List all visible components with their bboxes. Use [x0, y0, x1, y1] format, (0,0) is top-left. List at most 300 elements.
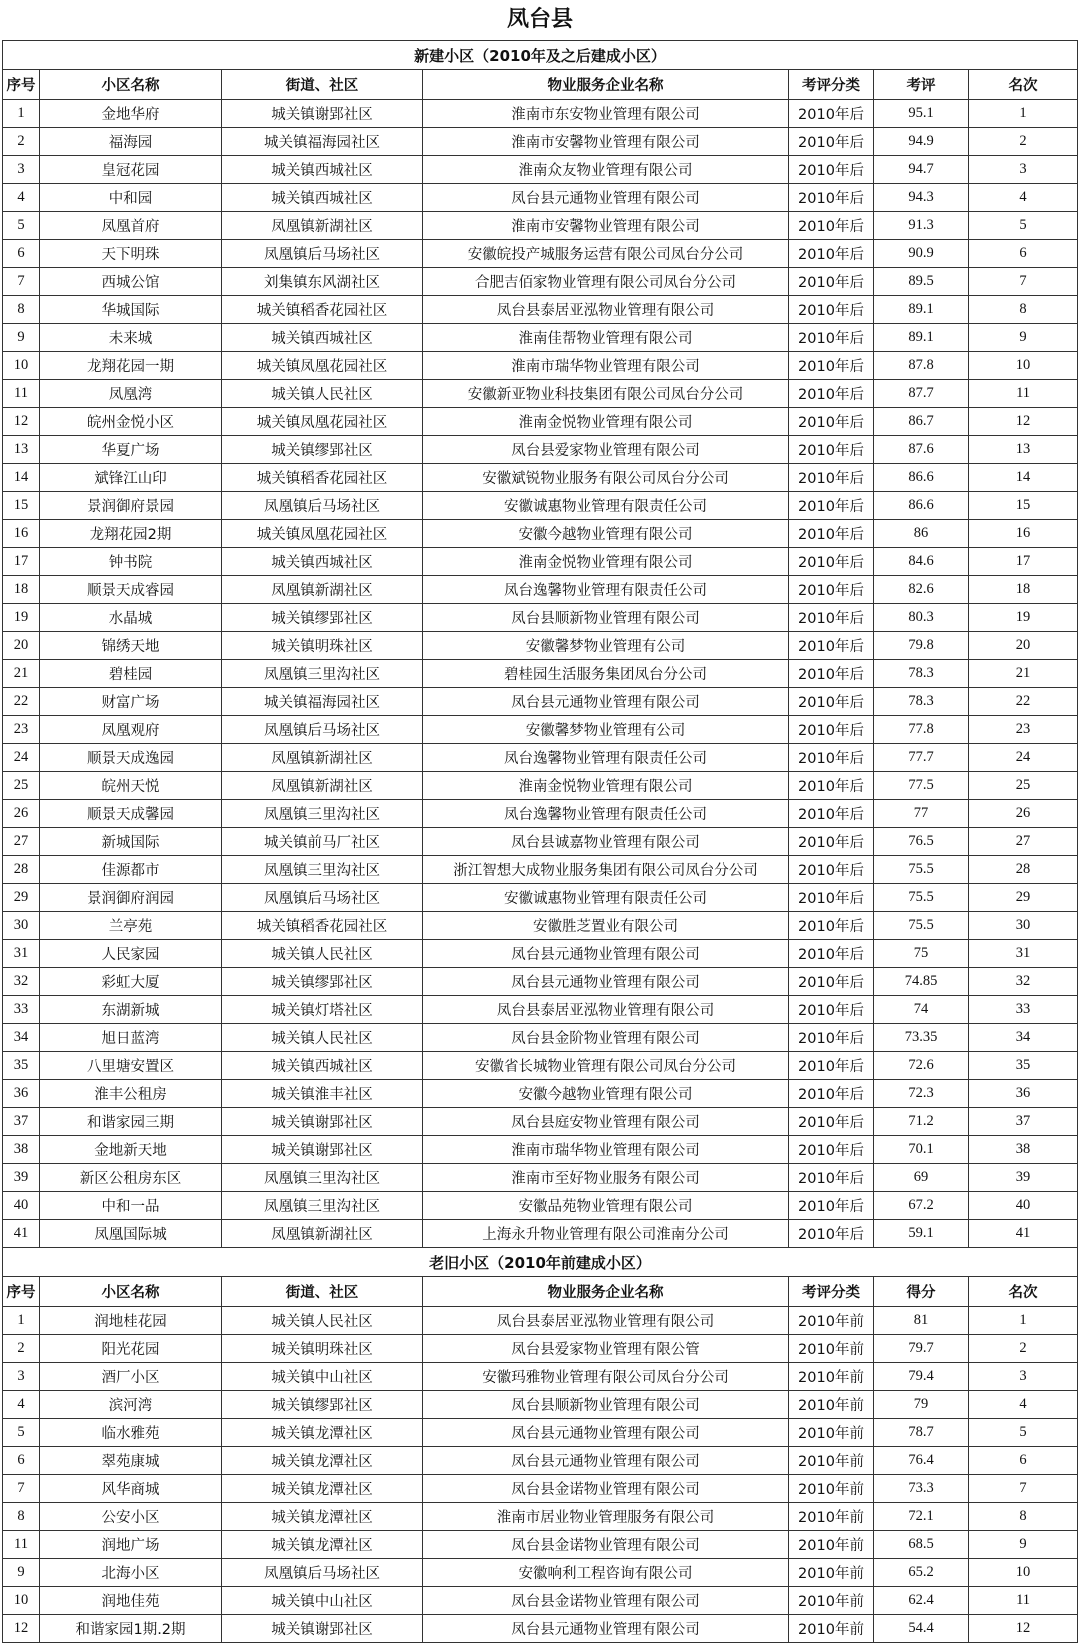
cell-index: 12 [3, 1615, 40, 1643]
cell-company-name: 凤台逸馨物业管理有限责任公司 [423, 576, 789, 604]
cell-company-name: 淮南金悦物业管理有限公司 [423, 548, 789, 576]
cell-rank: 4 [969, 184, 1078, 212]
cell-score: 87.6 [874, 436, 969, 464]
cell-rank: 8 [969, 296, 1078, 324]
cell-score: 59.1 [874, 1220, 969, 1248]
cell-rank: 31 [969, 940, 1078, 968]
cell-company-name: 凤台逸馨物业管理有限责任公司 [423, 744, 789, 772]
table-row [3, 1447, 1078, 1475]
cell-category: 2010年后 [789, 464, 874, 492]
cell-street-community: 城关镇灯塔社区 [222, 996, 423, 1024]
table-row [3, 1587, 1078, 1615]
cell-index: 37 [3, 1108, 40, 1136]
column-header: 名次 [969, 70, 1078, 100]
cell-company-name: 凤台县金诺物业管理有限公司 [423, 1531, 789, 1559]
cell-community-name: 佳源都市 [40, 856, 222, 884]
cell-category: 2010年后 [789, 436, 874, 464]
cell-rank: 15 [969, 492, 1078, 520]
table-row [3, 576, 1078, 604]
table-row [3, 604, 1078, 632]
table-row [3, 912, 1078, 940]
cell-community-name: 润地桂花园 [40, 1307, 222, 1335]
cell-rank: 3 [969, 156, 1078, 184]
cell-index: 4 [3, 1391, 40, 1419]
cell-rank: 9 [969, 1531, 1078, 1559]
table-row [3, 772, 1078, 800]
section-title-row [3, 41, 1078, 70]
cell-company-name: 淮南佳帮物业管理有限公司 [423, 324, 789, 352]
table-row [3, 240, 1078, 268]
cell-community-name: 中和园 [40, 184, 222, 212]
cell-street-community: 凤凰镇后马场社区 [222, 492, 423, 520]
table-row [3, 1363, 1078, 1391]
cell-street-community: 凤凰镇三里沟社区 [222, 856, 423, 884]
column-header: 小区名称 [40, 70, 222, 100]
cell-score: 74 [874, 996, 969, 1024]
table-row [3, 380, 1078, 408]
cell-category: 2010年后 [789, 940, 874, 968]
cell-index: 7 [3, 1475, 40, 1503]
cell-category: 2010年前 [789, 1307, 874, 1335]
cell-score: 84.6 [874, 548, 969, 576]
cell-rank: 10 [969, 1559, 1078, 1587]
cell-rank: 36 [969, 1080, 1078, 1108]
cell-community-name: 福海园 [40, 128, 222, 156]
cell-score: 73.3 [874, 1475, 969, 1503]
cell-street-community: 城关镇稻香花园社区 [222, 296, 423, 324]
cell-rank: 11 [969, 1587, 1078, 1615]
cell-score: 68.5 [874, 1531, 969, 1559]
cell-community-name: 翠苑康城 [40, 1447, 222, 1475]
cell-company-name: 淮南市瑞华物业管理有限公司 [423, 1136, 789, 1164]
cell-company-name: 凤台县元通物业管理有限公司 [423, 940, 789, 968]
column-header: 考评分类 [789, 70, 874, 100]
cell-index: 3 [3, 156, 40, 184]
cell-street-community: 凤凰镇后马场社区 [222, 716, 423, 744]
cell-community-name: 中和一品 [40, 1192, 222, 1220]
cell-street-community: 城关镇西城社区 [222, 548, 423, 576]
cell-rank: 38 [969, 1136, 1078, 1164]
cell-company-name: 凤台县诚嘉物业管理有限公司 [423, 828, 789, 856]
cell-score: 75 [874, 940, 969, 968]
cell-score: 81 [874, 1307, 969, 1335]
cell-score: 91.3 [874, 212, 969, 240]
cell-rank: 6 [969, 1447, 1078, 1475]
cell-community-name: 润地佳苑 [40, 1587, 222, 1615]
cell-company-name: 浙江智想大成物业服务集团有限公司凤台分公司 [423, 856, 789, 884]
cell-company-name: 凤台县元通物业管理有限公司 [423, 1447, 789, 1475]
cell-street-community: 凤凰镇三里沟社区 [222, 660, 423, 688]
cell-street-community: 城关镇中山社区 [222, 1587, 423, 1615]
cell-index: 34 [3, 1024, 40, 1052]
cell-street-community: 城关镇明珠社区 [222, 1335, 423, 1363]
cell-street-community: 城关镇人民社区 [222, 1024, 423, 1052]
table-row [3, 1503, 1078, 1531]
cell-category: 2010年前 [789, 1363, 874, 1391]
cell-score: 95.1 [874, 100, 969, 128]
cell-community-name: 新区公租房东区 [40, 1164, 222, 1192]
column-header: 得分 [874, 1277, 969, 1307]
cell-index: 10 [3, 1587, 40, 1615]
ranking-table [2, 40, 1078, 1643]
cell-index: 4 [3, 184, 40, 212]
cell-street-community: 城关镇西城社区 [222, 1052, 423, 1080]
cell-category: 2010年后 [789, 548, 874, 576]
cell-category: 2010年前 [789, 1559, 874, 1587]
table-row [3, 100, 1078, 128]
cell-company-name: 安徽今越物业管理有限公司 [423, 520, 789, 548]
cell-index: 13 [3, 436, 40, 464]
cell-category: 2010年后 [789, 688, 874, 716]
cell-category: 2010年后 [789, 912, 874, 940]
cell-company-name: 淮南市居业物业管理服务有限公司 [423, 1503, 789, 1531]
cell-company-name: 淮南众友物业管理有限公司 [423, 156, 789, 184]
cell-community-name: 皖州金悦小区 [40, 408, 222, 436]
cell-index: 39 [3, 1164, 40, 1192]
cell-street-community: 城关镇龙潭社区 [222, 1475, 423, 1503]
cell-rank: 3 [969, 1363, 1078, 1391]
table-row [3, 940, 1078, 968]
cell-company-name: 淮南市瑞华物业管理有限公司 [423, 352, 789, 380]
cell-index: 5 [3, 212, 40, 240]
table-row [3, 996, 1078, 1024]
cell-score: 89.5 [874, 268, 969, 296]
cell-rank: 11 [969, 380, 1078, 408]
header-row [3, 1277, 1078, 1307]
cell-rank: 1 [969, 100, 1078, 128]
cell-index: 15 [3, 492, 40, 520]
cell-index: 5 [3, 1419, 40, 1447]
cell-category: 2010年后 [789, 268, 874, 296]
cell-category: 2010年后 [789, 492, 874, 520]
cell-rank: 12 [969, 408, 1078, 436]
table-row [3, 268, 1078, 296]
cell-company-name: 凤台逸馨物业管理有限责任公司 [423, 800, 789, 828]
cell-company-name: 凤台县元通物业管理有限公司 [423, 1615, 789, 1643]
cell-rank: 39 [969, 1164, 1078, 1192]
cell-street-community: 城关镇西城社区 [222, 184, 423, 212]
cell-community-name: 东湖新城 [40, 996, 222, 1024]
section-title-row [3, 1248, 1078, 1277]
cell-index: 12 [3, 408, 40, 436]
cell-rank: 18 [969, 576, 1078, 604]
cell-rank: 27 [969, 828, 1078, 856]
cell-category: 2010年前 [789, 1503, 874, 1531]
column-header: 考评 [874, 70, 969, 100]
cell-score: 94.9 [874, 128, 969, 156]
cell-street-community: 凤凰镇新湖社区 [222, 1220, 423, 1248]
cell-index: 10 [3, 352, 40, 380]
table-row [3, 884, 1078, 912]
cell-index: 19 [3, 604, 40, 632]
cell-street-community: 凤凰镇新湖社区 [222, 576, 423, 604]
cell-community-name: 风华商城 [40, 1475, 222, 1503]
cell-community-name: 碧桂园 [40, 660, 222, 688]
cell-index: 1 [3, 100, 40, 128]
cell-community-name: 景润御府景园 [40, 492, 222, 520]
table-row [3, 520, 1078, 548]
table-row [3, 1136, 1078, 1164]
table-row [3, 352, 1078, 380]
section-title-new: 新建小区（2010年及之后建成小区） [3, 41, 1078, 70]
old-section-body [3, 1248, 1078, 1643]
cell-company-name: 凤台县元通物业管理有限公司 [423, 688, 789, 716]
table-row [3, 688, 1078, 716]
cell-street-community: 刘集镇东风湖社区 [222, 268, 423, 296]
cell-rank: 22 [969, 688, 1078, 716]
cell-community-name: 皖州天悦 [40, 772, 222, 800]
cell-category: 2010年后 [789, 716, 874, 744]
table-row [3, 324, 1078, 352]
table-row [3, 1192, 1078, 1220]
table-row [3, 1080, 1078, 1108]
cell-street-community: 城关镇凤凰花园社区 [222, 352, 423, 380]
cell-community-name: 和谐家园1期.2期 [40, 1615, 222, 1643]
cell-street-community: 城关镇龙潭社区 [222, 1419, 423, 1447]
cell-index: 3 [3, 1363, 40, 1391]
cell-score: 69 [874, 1164, 969, 1192]
cell-category: 2010年后 [789, 212, 874, 240]
cell-company-name: 安徽新亚物业科技集团有限公司凤台分公司 [423, 380, 789, 408]
cell-category: 2010年后 [789, 1220, 874, 1248]
cell-community-name: 未来城 [40, 324, 222, 352]
cell-rank: 25 [969, 772, 1078, 800]
cell-street-community: 城关镇缪郢社区 [222, 604, 423, 632]
cell-index: 36 [3, 1080, 40, 1108]
cell-company-name: 凤台县元通物业管理有限公司 [423, 968, 789, 996]
cell-company-name: 凤台县泰居亚泓物业管理有限公司 [423, 996, 789, 1024]
cell-rank: 7 [969, 1475, 1078, 1503]
cell-score: 89.1 [874, 296, 969, 324]
table-row [3, 744, 1078, 772]
cell-rank: 40 [969, 1192, 1078, 1220]
cell-category: 2010年后 [789, 100, 874, 128]
cell-community-name: 锦绣天地 [40, 632, 222, 660]
cell-index: 41 [3, 1220, 40, 1248]
cell-company-name: 凤台县元通物业管理有限公司 [423, 1419, 789, 1447]
cell-index: 9 [3, 1559, 40, 1587]
cell-score: 75.5 [874, 884, 969, 912]
cell-street-community: 城关镇缪郢社区 [222, 436, 423, 464]
cell-rank: 26 [969, 800, 1078, 828]
cell-community-name: 财富广场 [40, 688, 222, 716]
cell-street-community: 城关镇谢郢社区 [222, 1108, 423, 1136]
cell-rank: 5 [969, 212, 1078, 240]
column-header: 街道、社区 [222, 70, 423, 100]
cell-score: 67.2 [874, 1192, 969, 1220]
cell-community-name: 龙翔花园2期 [40, 520, 222, 548]
cell-score: 71.2 [874, 1108, 969, 1136]
cell-index: 40 [3, 1192, 40, 1220]
cell-company-name: 淮南金悦物业管理有限公司 [423, 772, 789, 800]
cell-street-community: 凤凰镇三里沟社区 [222, 1192, 423, 1220]
cell-rank: 34 [969, 1024, 1078, 1052]
cell-company-name: 凤台县爱家物业管理有限公管 [423, 1335, 789, 1363]
cell-rank: 28 [969, 856, 1078, 884]
column-header: 序号 [3, 70, 40, 100]
cell-company-name: 凤台县金阶物业管理有限公司 [423, 1024, 789, 1052]
cell-rank: 33 [969, 996, 1078, 1024]
column-header: 物业服务企业名称 [423, 70, 789, 100]
cell-rank: 29 [969, 884, 1078, 912]
table-row [3, 1475, 1078, 1503]
cell-rank: 2 [969, 128, 1078, 156]
cell-score: 77 [874, 800, 969, 828]
cell-score: 72.1 [874, 1503, 969, 1531]
column-header: 街道、社区 [222, 1277, 423, 1307]
cell-company-name: 凤台县庭安物业管理有限公司 [423, 1108, 789, 1136]
cell-category: 2010年后 [789, 240, 874, 268]
cell-category: 2010年前 [789, 1419, 874, 1447]
cell-category: 2010年后 [789, 184, 874, 212]
cell-rank: 4 [969, 1391, 1078, 1419]
cell-category: 2010年后 [789, 828, 874, 856]
cell-community-name: 凤凰湾 [40, 380, 222, 408]
cell-street-community: 城关镇谢郢社区 [222, 1615, 423, 1643]
table-row [3, 828, 1078, 856]
cell-company-name: 淮南市安馨物业管理有限公司 [423, 212, 789, 240]
cell-street-community: 城关镇福海园社区 [222, 688, 423, 716]
cell-index: 31 [3, 940, 40, 968]
cell-rank: 23 [969, 716, 1078, 744]
cell-score: 94.7 [874, 156, 969, 184]
cell-category: 2010年前 [789, 1391, 874, 1419]
cell-street-community: 凤凰镇新湖社区 [222, 744, 423, 772]
cell-score: 78.3 [874, 688, 969, 716]
cell-street-community: 城关镇龙潭社区 [222, 1531, 423, 1559]
cell-street-community: 城关镇凤凰花园社区 [222, 520, 423, 548]
cell-category: 2010年后 [789, 968, 874, 996]
cell-score: 75.5 [874, 912, 969, 940]
cell-community-name: 水晶城 [40, 604, 222, 632]
cell-street-community: 城关镇中山社区 [222, 1363, 423, 1391]
cell-index: 2 [3, 1335, 40, 1363]
cell-company-name: 淮南金悦物业管理有限公司 [423, 408, 789, 436]
cell-category: 2010年前 [789, 1587, 874, 1615]
cell-category: 2010年后 [789, 1164, 874, 1192]
cell-street-community: 城关镇明珠社区 [222, 632, 423, 660]
cell-company-name: 碧桂园生活服务集团凤台分公司 [423, 660, 789, 688]
cell-company-name: 凤台县金诺物业管理有限公司 [423, 1587, 789, 1615]
cell-category: 2010年后 [789, 520, 874, 548]
page-title: 凤台县 [506, 7, 573, 32]
cell-community-name: 华城国际 [40, 296, 222, 324]
cell-street-community: 城关镇淮丰社区 [222, 1080, 423, 1108]
cell-category: 2010年后 [789, 1192, 874, 1220]
cell-score: 86.6 [874, 492, 969, 520]
cell-community-name: 顺景天成馨园 [40, 800, 222, 828]
cell-community-name: 临水雅苑 [40, 1419, 222, 1447]
cell-community-name: 金地新天地 [40, 1136, 222, 1164]
cell-company-name: 安徽馨梦物业管理有公司 [423, 632, 789, 660]
cell-street-community: 城关镇龙潭社区 [222, 1447, 423, 1475]
cell-community-name: 酒厂小区 [40, 1363, 222, 1391]
table-row [3, 1108, 1078, 1136]
cell-score: 78.3 [874, 660, 969, 688]
cell-community-name: 凤凰国际城 [40, 1220, 222, 1248]
cell-index: 18 [3, 576, 40, 604]
cell-category: 2010年后 [789, 856, 874, 884]
cell-category: 2010年后 [789, 660, 874, 688]
cell-community-name: 八里塘安置区 [40, 1052, 222, 1080]
cell-community-name: 凤凰首府 [40, 212, 222, 240]
cell-category: 2010年前 [789, 1335, 874, 1363]
cell-score: 72.6 [874, 1052, 969, 1080]
table-row [3, 1531, 1078, 1559]
cell-street-community: 城关镇谢郢社区 [222, 1136, 423, 1164]
cell-score: 65.2 [874, 1559, 969, 1587]
cell-index: 26 [3, 800, 40, 828]
cell-score: 70.1 [874, 1136, 969, 1164]
table-row [3, 436, 1078, 464]
cell-community-name: 皇冠花园 [40, 156, 222, 184]
table-row [3, 548, 1078, 576]
cell-community-name: 北海小区 [40, 1559, 222, 1587]
cell-rank: 32 [969, 968, 1078, 996]
column-header: 物业服务企业名称 [423, 1277, 789, 1307]
cell-rank: 7 [969, 268, 1078, 296]
cell-score: 89.1 [874, 324, 969, 352]
cell-score: 87.8 [874, 352, 969, 380]
cell-company-name: 凤台县顺新物业管理有限公司 [423, 1391, 789, 1419]
cell-rank: 9 [969, 324, 1078, 352]
cell-score: 79 [874, 1391, 969, 1419]
table-row [3, 1307, 1078, 1335]
cell-score: 79.4 [874, 1363, 969, 1391]
cell-rank: 37 [969, 1108, 1078, 1136]
table-row [3, 1164, 1078, 1192]
cell-score: 54.4 [874, 1615, 969, 1643]
table-row [3, 184, 1078, 212]
cell-community-name: 凤凰观府 [40, 716, 222, 744]
cell-score: 86 [874, 520, 969, 548]
cell-company-name: 凤台县爱家物业管理有限公司 [423, 436, 789, 464]
cell-street-community: 凤凰镇三里沟社区 [222, 1164, 423, 1192]
cell-category: 2010年后 [789, 1136, 874, 1164]
cell-company-name: 凤台县泰居亚泓物业管理有限公司 [423, 1307, 789, 1335]
cell-category: 2010年后 [789, 1052, 874, 1080]
table-row [3, 660, 1078, 688]
cell-street-community: 城关镇人民社区 [222, 380, 423, 408]
cell-index: 35 [3, 1052, 40, 1080]
cell-category: 2010年后 [789, 996, 874, 1024]
cell-community-name: 公安小区 [40, 1503, 222, 1531]
cell-rank: 17 [969, 548, 1078, 576]
table-row [3, 296, 1078, 324]
cell-rank: 1 [969, 1307, 1078, 1335]
table-row [3, 716, 1078, 744]
cell-category: 2010年后 [789, 884, 874, 912]
cell-street-community: 城关镇缪郢社区 [222, 968, 423, 996]
cell-rank: 5 [969, 1419, 1078, 1447]
cell-category: 2010年后 [789, 800, 874, 828]
cell-rank: 8 [969, 1503, 1078, 1531]
cell-index: 22 [3, 688, 40, 716]
cell-company-name: 安徽胜芝置业有限公司 [423, 912, 789, 940]
cell-rank: 35 [969, 1052, 1078, 1080]
table-row [3, 1419, 1078, 1447]
cell-company-name: 安徽省长城物业管理有限公司凤台分公司 [423, 1052, 789, 1080]
cell-category: 2010年后 [789, 744, 874, 772]
table-row [3, 1024, 1078, 1052]
cell-category: 2010年后 [789, 1024, 874, 1052]
cell-company-name: 凤台县元通物业管理有限公司 [423, 184, 789, 212]
cell-index: 33 [3, 996, 40, 1024]
cell-company-name: 淮南市至好物业服务有限公司 [423, 1164, 789, 1192]
table-row [3, 800, 1078, 828]
table-row [3, 632, 1078, 660]
column-header: 名次 [969, 1277, 1078, 1307]
